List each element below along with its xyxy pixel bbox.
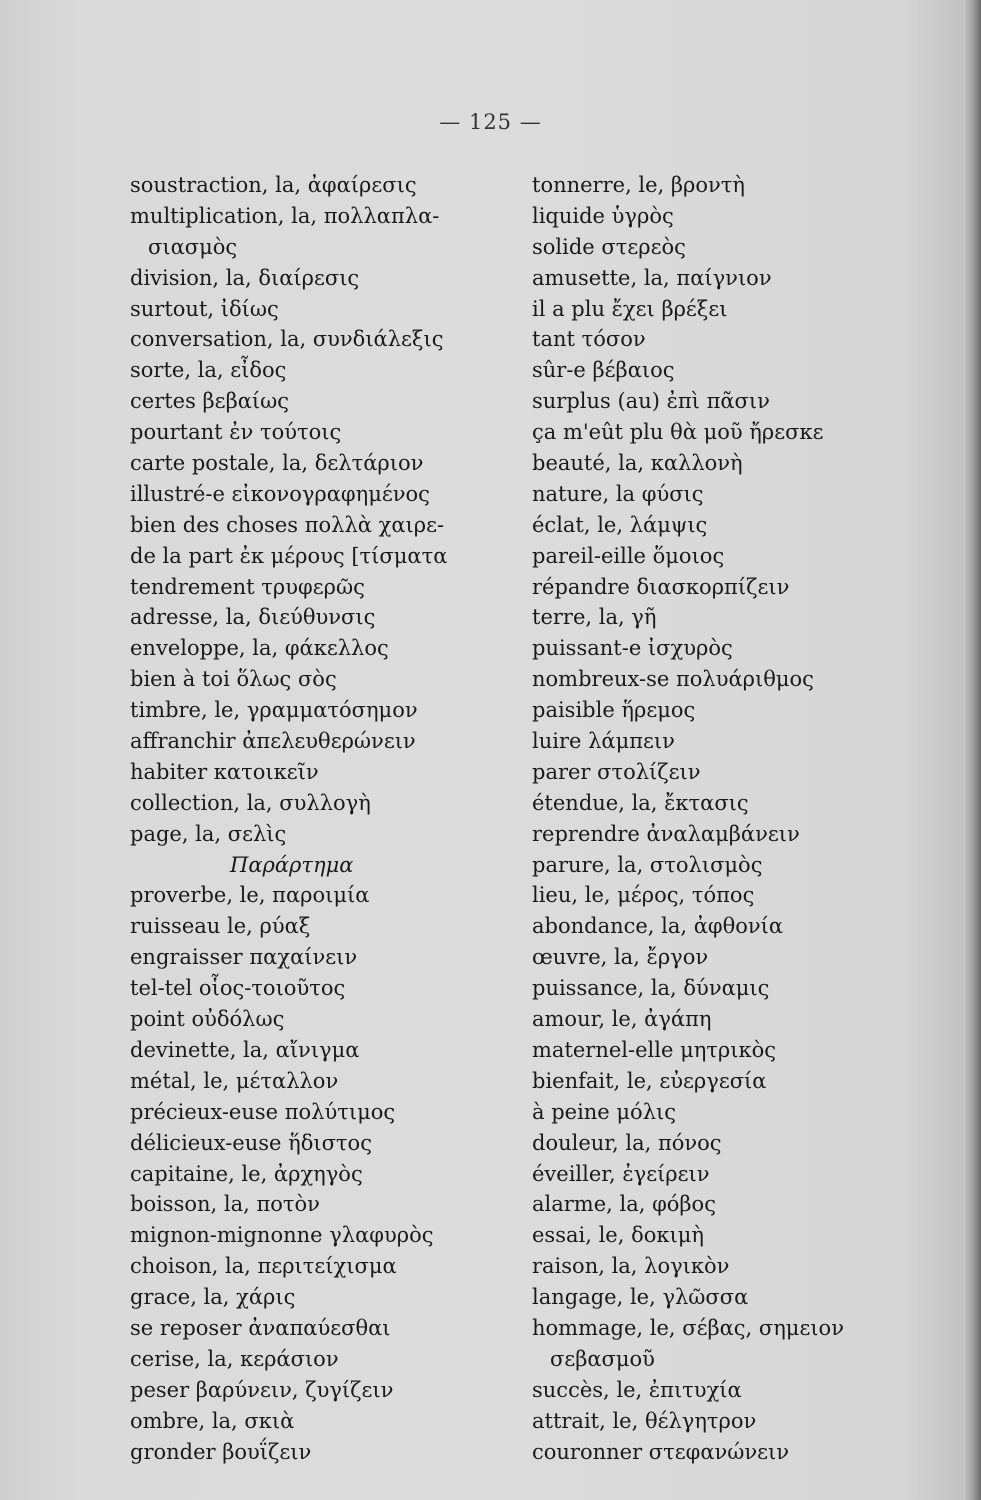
vocabulary-entry: point οὐδόλως: [130, 1007, 285, 1032]
vocabulary-entry: métal, le, μέταλλον: [130, 1068, 339, 1093]
vocabulary-entry: répandre διασκορπίζειν: [532, 574, 790, 599]
vocabulary-entry: solide στερεὸς: [532, 234, 686, 259]
vocabulary-entry: division, la, διαίρεσις: [130, 265, 360, 290]
left-column: [130, 170, 490, 1467]
vocabulary-entry: attrait, le, θέλγητρον: [532, 1408, 757, 1433]
vocabulary-entry: liquide ὑγρὸς: [532, 203, 674, 228]
vocabulary-entry: timbre, le, γραμματόσημον: [130, 698, 418, 723]
vocabulary-entry: beauté, la, καλλονὴ: [532, 451, 743, 476]
vocabulary-entry: douleur, la, πόνος: [532, 1130, 722, 1155]
vocabulary-entry: tendrement τρυφερῶς: [130, 574, 365, 599]
vocabulary-entry: couronner στεφανώνειν: [532, 1439, 790, 1464]
vocabulary-entry: éclat, le, λάμψις: [532, 512, 708, 537]
vocabulary-entry: nombreux-se πολυάριθμος: [532, 667, 814, 692]
vocabulary-entry: maternel-elle μητρικὸς: [532, 1037, 777, 1062]
vocabulary-entry: nature, la φύσις: [532, 481, 704, 506]
vocabulary-entry: éveiller, ἐγείρειν: [532, 1161, 710, 1186]
vocabulary-entry: langage, le, γλῶσσα: [532, 1285, 749, 1310]
vocabulary-entry: ruisseau le, ρύαξ: [130, 914, 311, 939]
vocabulary-entry: bien à toi ὅλως σὸς: [130, 667, 337, 692]
vocabulary-entry: à peine μόλις: [532, 1099, 677, 1124]
section-heading: Παράρτημα: [230, 852, 354, 877]
vocabulary-entry: certes βεβαίως: [130, 389, 290, 414]
vocabulary-entry: peser βαρύνειν, ζυγίζειν: [130, 1377, 394, 1402]
vocabulary-entry: sûr-e βέβαιος: [532, 358, 675, 383]
vocabulary-entry: choison, la, περιτείχισμα: [130, 1254, 397, 1279]
vocabulary-entry: essai, le, δοκιμὴ: [532, 1223, 704, 1248]
vocabulary-entry: ça m'eût plu θὰ μοῦ ἤρεσκε: [532, 420, 824, 445]
vocabulary-entry: parer στολίζειν: [532, 759, 701, 784]
vocabulary-entry: ombre, la, σκιὰ: [130, 1408, 295, 1433]
vocabulary-entry: cerise, la, κεράσιον: [130, 1346, 339, 1371]
vocabulary-entry: bien des choses πολλὰ χαιρε-: [130, 512, 445, 537]
vocabulary-entry: tel-tel οἷος-τοιοῦτος: [130, 976, 346, 1001]
vocabulary-entry: de la part ἐκ μέρους [τίσματα: [130, 543, 448, 568]
vocabulary-entry: proverbe, le, παροιμία: [130, 883, 370, 908]
vocabulary-entry: pourtant ἐν τούτοις: [130, 420, 342, 445]
vocabulary-entry: boisson, la, ποτὸν: [130, 1192, 320, 1217]
vocabulary-entry: σιασμὸς: [148, 234, 238, 259]
vocabulary-entry: pareil-eille ὅμοιος: [532, 543, 725, 568]
page-edge: [963, 0, 981, 1500]
vocabulary-entry: multiplication, la, πολλαπλα-: [130, 203, 440, 228]
vocabulary-entry: mignon-mignonne γλαφυρὸς: [130, 1223, 434, 1248]
vocabulary-entry: raison, la, λογικὸν: [532, 1254, 730, 1279]
vocabulary-entry: gronder βουΐζειν: [130, 1439, 312, 1464]
vocabulary-entry: puissance, la, δύναμις: [532, 976, 770, 1001]
vocabulary-entry: lieu, le, μέρος, τόπος: [532, 883, 755, 908]
vocabulary-entry: puissant-e ἰσχυρὸς: [532, 636, 733, 661]
vocabulary-entry: abondance, la, ἀφθονία: [532, 914, 784, 939]
vocabulary-entry: paisible ἥρεμος: [532, 698, 696, 723]
vocabulary-entry: soustraction, la, ἀφαίρεσις: [130, 173, 417, 197]
vocabulary-entry: conversation, la, συνδιάλεξις: [130, 327, 444, 352]
vocabulary-entry: capitaine, le, ἀρχηγὸς: [130, 1161, 363, 1186]
vocabulary-entry: enveloppe, la, φάκελλος: [130, 636, 389, 661]
vocabulary-entry: illustré-e εἰκονογραφημένος: [130, 481, 430, 506]
vocabulary-entry: bienfait, le, εὐεργεσία: [532, 1068, 767, 1093]
vocabulary-entry: œuvre, la, ἔργον: [532, 945, 709, 970]
vocabulary-entry: se reposer ἀναπαύεσθαι: [130, 1315, 391, 1340]
vocabulary-entry: parure, la, στολισμὸς: [532, 852, 763, 877]
page-number: — 125 —: [439, 110, 542, 134]
vocabulary-entry: surtout, ἰδίως: [130, 296, 279, 321]
vocabulary-entry: habiter κατοικεῖν: [130, 759, 319, 784]
vocabulary-entry: précieux-euse πολύτιμος: [130, 1099, 396, 1124]
vocabulary-entry: engraisser παχαίνειν: [130, 945, 358, 970]
vocabulary-entry: délicieux-euse ἥδιστος: [130, 1130, 372, 1155]
vocabulary-entry: devinette, la, αἴνιγμα: [130, 1037, 360, 1062]
vocabulary-entry: σεβασμοῦ: [550, 1346, 655, 1371]
vocabulary-entry: collection, la, συλλογὴ: [130, 790, 371, 815]
vocabulary-entry: luire λάμπειν: [532, 729, 675, 754]
vocabulary-entry: surplus (au) ἐπὶ πᾶσιν: [532, 389, 770, 414]
vocabulary-entry: amour, le, ἀγάπη: [532, 1007, 712, 1032]
vocabulary-entry: tant τόσον: [532, 327, 646, 352]
vocabulary-entry: sorte, la, εἶδος: [130, 358, 287, 383]
right-column: [532, 170, 932, 1467]
vocabulary-entry: adresse, la, διεύθυνσις: [130, 605, 376, 630]
vocabulary-entry: reprendre ἀναλαμβάνειν: [532, 821, 800, 846]
vocabulary-entry: succès, le, ἐπιτυχία: [532, 1377, 742, 1402]
vocabulary-entry: étendue, la, ἔκτασις: [532, 790, 749, 815]
vocabulary-entry: il a plu ἔχει βρέξει: [532, 296, 728, 321]
vocabulary-entry: page, la, σελὶς: [130, 821, 287, 846]
vocabulary-entry: amusette, la, παίγνιον: [532, 265, 772, 290]
vocabulary-entry: terre, la, γῆ: [532, 605, 657, 630]
vocabulary-entry: carte postale, la, δελτάριον: [130, 451, 424, 476]
vocabulary-entry: hommage, le, σέβας, σημειον: [532, 1315, 844, 1340]
vocabulary-entry: affranchir ἀπελευθερώνειν: [130, 729, 416, 754]
vocabulary-entry: tonnerre, le, βροντὴ: [532, 173, 746, 197]
vocabulary-entry: alarme, la, φόβος: [532, 1192, 716, 1217]
vocabulary-entry: grace, la, χάρις: [130, 1285, 296, 1310]
